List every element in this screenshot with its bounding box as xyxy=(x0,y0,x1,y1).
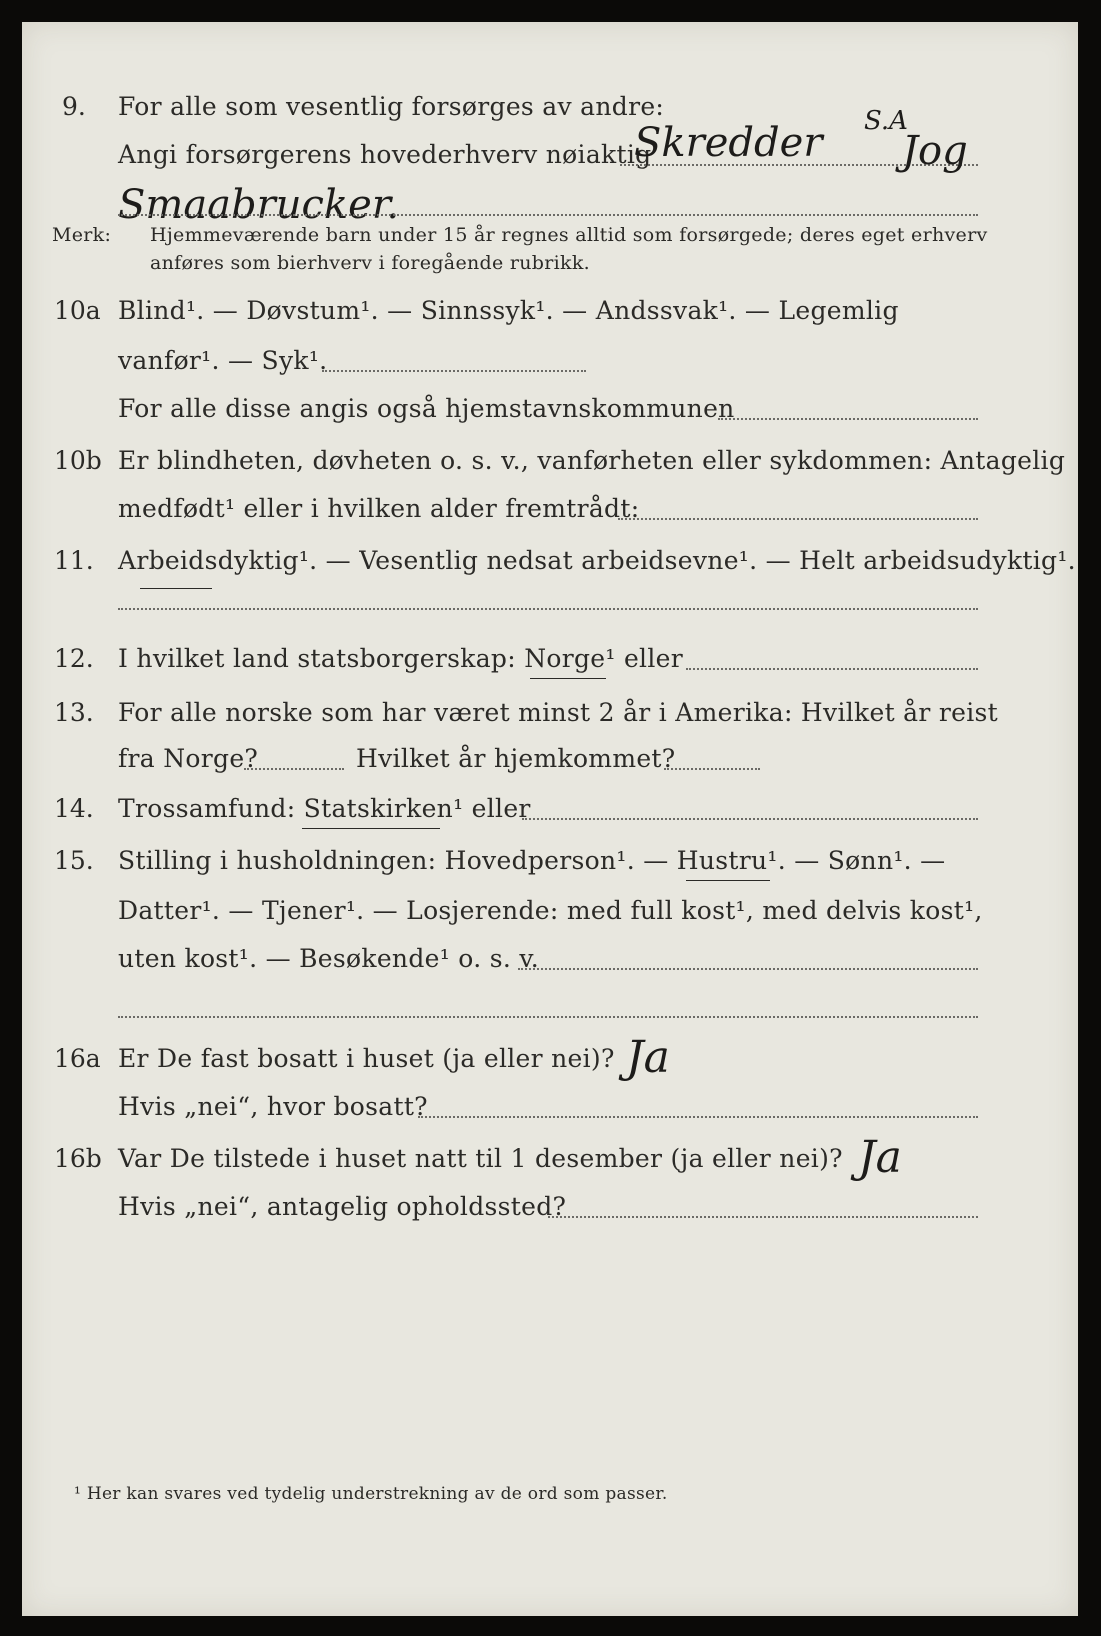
q16b-number: 16b xyxy=(54,1144,102,1173)
q11-line1: Arbeidsdyktig¹. — Vesentlig nedsat arbeidsevne¹. — Helt arbeidsudyktig¹. xyxy=(118,546,1076,575)
q11-answer-line xyxy=(118,608,978,610)
q16b-line2: Hvis „nei“, antagelig opholdssted? xyxy=(118,1192,567,1221)
q9-handwriting-extra: Jog xyxy=(902,128,968,174)
q10a-answer-line-2 xyxy=(718,418,978,420)
census-form-page xyxy=(22,22,1078,1616)
q15-underline-hustru xyxy=(686,880,770,881)
q16a-line1: Er De fast bosatt i huset (ja eller nei)? xyxy=(118,1044,615,1073)
q10b-line2: medfødt¹ eller i hvilken alder fremtrådt: xyxy=(118,494,640,523)
q9-handwriting-occupation-2: Smaabrucker. xyxy=(118,182,400,228)
q10a-line2: vanfør¹. — Syk¹. xyxy=(118,346,328,375)
q10a-answer-line xyxy=(322,370,586,372)
q16a-handwriting-answer: Ja xyxy=(626,1032,670,1083)
q11-underline-mark xyxy=(140,588,212,589)
q9-number: 9. xyxy=(62,92,86,121)
q13-line2a: fra Norge? xyxy=(118,744,259,773)
q16a-number: 16a xyxy=(54,1044,101,1073)
q12-underline-norge xyxy=(530,678,606,679)
q9-handwriting-note: S.A xyxy=(864,106,908,136)
q16b-answer-line xyxy=(548,1216,978,1218)
q14-answer-line xyxy=(522,818,978,820)
q13-number: 13. xyxy=(54,698,94,727)
q14-number: 14. xyxy=(54,794,94,823)
q15-line1: Stilling i husholdningen: Hovedperson¹. — Hustru¹. — Sønn¹. — xyxy=(118,846,946,875)
q16b-handwriting-answer: Ja xyxy=(858,1132,902,1183)
q16b-line1: Var De tilstede i huset natt til 1 desember (ja eller nei)? xyxy=(118,1144,843,1173)
q10a-number: 10a xyxy=(54,296,101,325)
q12-line1: I hvilket land statsborgerskap: Norge¹ eller xyxy=(118,644,683,673)
q15-line3: uten kost¹. — Besøkende¹ o. s. v. xyxy=(118,944,540,973)
footnote: ¹ Her kan svares ved tydelig understrekning av de ord som passer. xyxy=(74,1484,668,1504)
q9-line1: For alle som vesentlig forsørges av andre: xyxy=(118,92,665,121)
q14-line1: Trossamfund: Statskirken¹ eller xyxy=(118,794,531,823)
q16a-answer-line xyxy=(418,1116,978,1118)
q9-handwriting-occupation: Skredder xyxy=(634,120,823,166)
q13-answer-line-1 xyxy=(244,768,344,770)
q15-answer-line xyxy=(518,968,978,970)
q13-answer-line-2 xyxy=(664,768,760,770)
q15-number: 15. xyxy=(54,846,94,875)
q12-answer-line xyxy=(686,668,978,670)
merk-line2: anføres som bierhverv i foregående rubrikk. xyxy=(150,252,590,274)
q16a-line2: Hvis „nei“, hvor bosatt? xyxy=(118,1092,428,1121)
q11-number: 11. xyxy=(54,546,94,575)
merk-label: Merk: xyxy=(52,224,112,246)
q10b-number: 10b xyxy=(54,446,102,475)
q15-line2: Datter¹. — Tjener¹. — Losjerende: med full kost¹, med delvis kost¹, xyxy=(118,896,983,925)
q9-answer-line-2 xyxy=(118,214,978,216)
q10b-line1: Er blindheten, døvheten o. s. v., vanførheten eller sykdommen: Antagelig xyxy=(118,446,1066,475)
q10a-line1: Blind¹. — Døvstum¹. — Sinnssyk¹. — Andssvak¹. — Legemlig xyxy=(118,296,899,325)
q10b-answer-line xyxy=(618,518,978,520)
q12-number: 12. xyxy=(54,644,94,673)
merk-line1: Hjemmeværende barn under 15 år regnes alltid som forsørgede; deres eget erhverv xyxy=(150,224,988,246)
q9-line2: Angi forsørgerens hovederhverv nøiaktig xyxy=(118,140,652,169)
q15-answer-line-2 xyxy=(118,1016,978,1018)
q13-line1: For alle norske som har været minst 2 år i Amerika: Hvilket år reist xyxy=(118,698,999,727)
q10a-line3: For alle disse angis også hjemstavnskommunen xyxy=(118,394,735,423)
q14-underline-statskirken xyxy=(302,828,440,829)
q13-line2b: Hvilket år hjemkommet? xyxy=(356,744,676,773)
